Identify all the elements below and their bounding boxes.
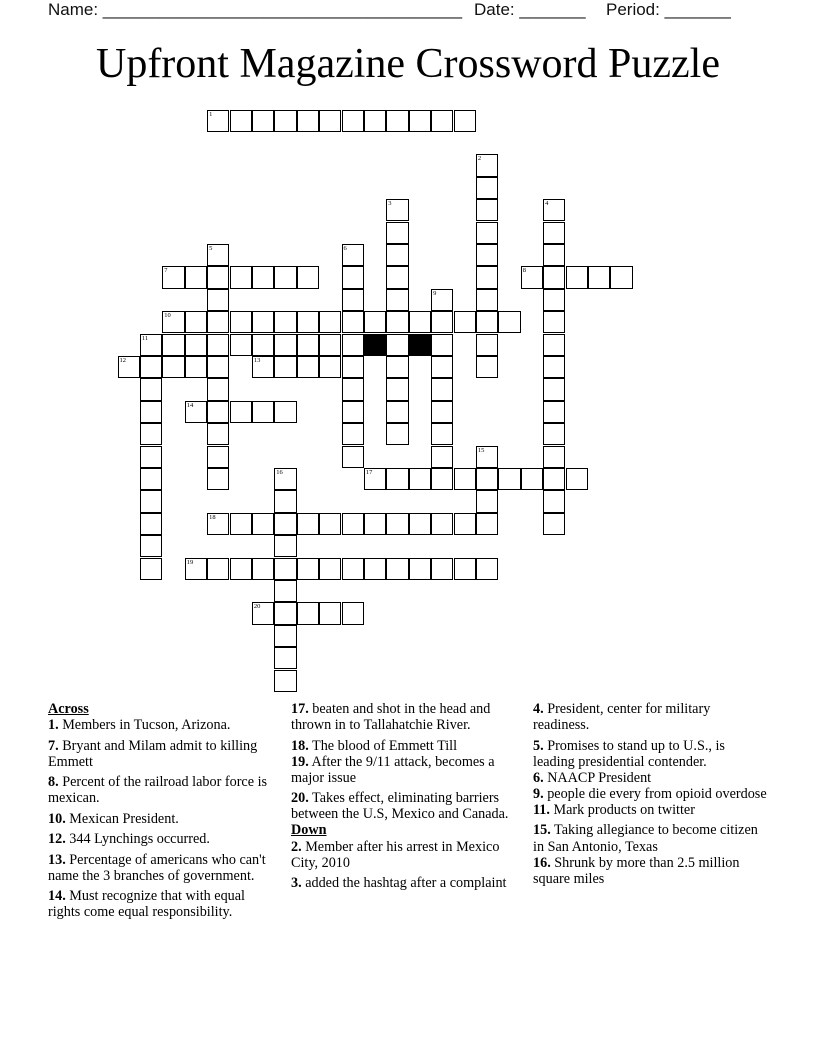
grid-cell[interactable] bbox=[140, 558, 162, 580]
grid-cell[interactable] bbox=[319, 513, 341, 535]
grid-cell[interactable] bbox=[386, 356, 408, 378]
grid-cell[interactable] bbox=[274, 311, 296, 333]
grid-cell[interactable] bbox=[409, 558, 431, 580]
grid-cell[interactable] bbox=[386, 334, 408, 356]
grid-cell[interactable] bbox=[409, 468, 431, 490]
grid-cell[interactable] bbox=[543, 446, 565, 468]
grid-cell[interactable] bbox=[162, 266, 184, 288]
grid-cell[interactable] bbox=[386, 244, 408, 266]
clue-across-14: 14. Must recognize that with equal rights come equal responsibility. bbox=[48, 888, 245, 921]
grid-cell[interactable] bbox=[342, 558, 364, 580]
grid-cell[interactable] bbox=[431, 110, 453, 132]
grid-cell[interactable] bbox=[476, 177, 498, 199]
grid-cell[interactable] bbox=[274, 535, 296, 557]
grid-cell[interactable] bbox=[207, 110, 229, 132]
grid-cell[interactable] bbox=[207, 558, 229, 580]
grid-cell[interactable] bbox=[140, 535, 162, 557]
grid-cell[interactable] bbox=[566, 266, 588, 288]
grid-cell[interactable] bbox=[386, 401, 408, 423]
clue-number: 19 bbox=[186, 558, 194, 566]
grid-cell[interactable] bbox=[386, 558, 408, 580]
grid-cell[interactable] bbox=[274, 468, 296, 490]
clue-across-13: 13. Percentage of americans who can't name the 3 branches of government. bbox=[48, 851, 266, 884]
clue-across-1: 1. Members in Tucson, Arizona. bbox=[48, 717, 231, 734]
grid-cell[interactable] bbox=[252, 266, 274, 288]
grid-cell[interactable] bbox=[140, 490, 162, 512]
clue-across-12: 12. 344 Lynchings occurred. bbox=[48, 831, 210, 848]
clue-number: 3 bbox=[388, 200, 392, 208]
grid-cell[interactable] bbox=[140, 513, 162, 535]
clue-number: 11 bbox=[141, 334, 149, 342]
grid-cell[interactable] bbox=[588, 266, 610, 288]
grid-cell[interactable] bbox=[476, 266, 498, 288]
grid-cell[interactable] bbox=[230, 401, 252, 423]
grid-cell[interactable] bbox=[543, 468, 565, 490]
grid-cell[interactable] bbox=[319, 558, 341, 580]
grid-cell[interactable] bbox=[185, 558, 207, 580]
grid-cell[interactable] bbox=[431, 558, 453, 580]
grid-cell[interactable] bbox=[342, 334, 364, 356]
grid-cell[interactable] bbox=[342, 244, 364, 266]
grid-cell[interactable] bbox=[162, 356, 184, 378]
grid-cell[interactable] bbox=[454, 558, 476, 580]
grid-cell[interactable] bbox=[274, 580, 296, 602]
clue-number: 5 bbox=[209, 244, 213, 252]
grid-cell[interactable] bbox=[431, 378, 453, 400]
down-heading: Down bbox=[291, 822, 327, 839]
clue-across-8: 8. Percent of the railroad labor force is mexican. bbox=[48, 774, 268, 807]
period-field[interactable]: Period: _______ bbox=[606, 0, 731, 19]
clue-number: 9 bbox=[433, 289, 437, 297]
grid-cell[interactable] bbox=[274, 401, 296, 423]
grid-cell[interactable] bbox=[230, 110, 252, 132]
grid-cell[interactable] bbox=[185, 311, 207, 333]
clue-number: 7 bbox=[164, 267, 168, 275]
grid-cell[interactable] bbox=[454, 311, 476, 333]
grid-cell[interactable] bbox=[431, 423, 453, 445]
grid-cell[interactable] bbox=[476, 199, 498, 221]
grid-cell[interactable] bbox=[521, 468, 543, 490]
grid-cell[interactable] bbox=[386, 110, 408, 132]
grid-cell[interactable] bbox=[342, 446, 364, 468]
across-heading: Across bbox=[48, 701, 89, 717]
grid-cell[interactable] bbox=[252, 311, 274, 333]
grid-cell[interactable] bbox=[476, 513, 498, 535]
clue-column-3 bbox=[533, 701, 769, 891]
grid-cell[interactable] bbox=[543, 199, 565, 221]
clue-number: 13 bbox=[253, 356, 261, 364]
grid-cell[interactable] bbox=[297, 513, 319, 535]
grid-cell[interactable] bbox=[431, 513, 453, 535]
grid-cell[interactable] bbox=[342, 378, 364, 400]
grid-cell[interactable] bbox=[230, 513, 252, 535]
grid-cell[interactable] bbox=[274, 602, 296, 624]
grid-cell[interactable] bbox=[118, 356, 140, 378]
grid-cell[interactable] bbox=[543, 334, 565, 356]
grid-cell[interactable] bbox=[431, 289, 453, 311]
grid-cell[interactable] bbox=[454, 468, 476, 490]
clue-down-4: 4. President, center for military readiness. bbox=[533, 701, 711, 734]
grid-cell[interactable] bbox=[252, 558, 274, 580]
clue-across-18: 18. The blood of Emmett Till bbox=[291, 737, 458, 754]
grid-cell[interactable] bbox=[297, 602, 319, 624]
clue-number: 15 bbox=[477, 446, 485, 454]
grid-cell[interactable] bbox=[543, 401, 565, 423]
clue-down-9: 9. people die every from opioid overdose bbox=[533, 785, 767, 802]
blocked-cell bbox=[364, 334, 386, 356]
grid-cell[interactable] bbox=[140, 378, 162, 400]
grid-cell[interactable] bbox=[543, 378, 565, 400]
grid-cell[interactable] bbox=[342, 602, 364, 624]
grid-cell[interactable] bbox=[319, 311, 341, 333]
grid-cell[interactable] bbox=[386, 378, 408, 400]
grid-cell[interactable] bbox=[364, 513, 386, 535]
grid-cell[interactable] bbox=[230, 558, 252, 580]
grid-cell[interactable] bbox=[476, 490, 498, 512]
grid-cell[interactable] bbox=[386, 199, 408, 221]
clue-number: 17 bbox=[365, 468, 373, 476]
clue-number: 20 bbox=[253, 603, 261, 611]
grid-cell[interactable] bbox=[185, 356, 207, 378]
grid-cell[interactable] bbox=[230, 266, 252, 288]
grid-cell[interactable] bbox=[431, 356, 453, 378]
grid-cell[interactable] bbox=[431, 334, 453, 356]
grid-cell[interactable] bbox=[207, 468, 229, 490]
grid-cell[interactable] bbox=[207, 513, 229, 535]
clue-across-17: 17. beaten and shot in the head and thrown in to Tallahatchie River. bbox=[291, 701, 491, 734]
grid-cell[interactable] bbox=[476, 311, 498, 333]
grid-cell[interactable] bbox=[543, 356, 565, 378]
grid-cell[interactable] bbox=[364, 110, 386, 132]
grid-cell[interactable] bbox=[185, 401, 207, 423]
blocked-cell bbox=[409, 334, 431, 356]
clue-number: 18 bbox=[209, 513, 216, 521]
clue-number: 8 bbox=[522, 267, 526, 275]
grid-cell[interactable] bbox=[297, 558, 319, 580]
grid-cell[interactable] bbox=[476, 558, 498, 580]
clue-number: 10 bbox=[164, 312, 171, 320]
grid-cell[interactable] bbox=[364, 311, 386, 333]
grid-cell[interactable] bbox=[319, 602, 341, 624]
grid-cell[interactable] bbox=[274, 625, 296, 647]
page-title: Upfront Magazine Crossword Puzzle bbox=[95, 41, 720, 87]
grid-cell[interactable] bbox=[162, 311, 184, 333]
grid-cell[interactable] bbox=[342, 311, 364, 333]
grid-cell[interactable] bbox=[342, 356, 364, 378]
clue-down-6: 6. NAACP President bbox=[533, 769, 652, 786]
grid-cell[interactable] bbox=[252, 334, 274, 356]
grid-cell[interactable] bbox=[386, 222, 408, 244]
grid-cell[interactable] bbox=[386, 468, 408, 490]
name-field[interactable]: Name: ______________________________________ bbox=[48, 0, 463, 19]
grid-cell[interactable] bbox=[476, 154, 498, 176]
grid-cell[interactable] bbox=[207, 401, 229, 423]
grid-cell[interactable] bbox=[297, 266, 319, 288]
grid-cell[interactable] bbox=[409, 110, 431, 132]
grid-cell[interactable] bbox=[297, 334, 319, 356]
grid-cell[interactable] bbox=[274, 490, 296, 512]
clue-across-20: 20. Takes effect, eliminating barriers between the U.S, Mexico and Canada. bbox=[291, 790, 509, 823]
clue-number: 14 bbox=[186, 401, 194, 409]
grid-cell[interactable] bbox=[162, 334, 184, 356]
grid-cell[interactable] bbox=[274, 647, 296, 669]
grid-cell[interactable] bbox=[364, 558, 386, 580]
grid-cell[interactable] bbox=[207, 289, 229, 311]
clue-number: 1 bbox=[209, 110, 213, 118]
clue-number: 12 bbox=[119, 356, 126, 364]
grid-cell[interactable] bbox=[207, 356, 229, 378]
grid-cell[interactable] bbox=[274, 670, 296, 692]
grid-cell[interactable] bbox=[140, 446, 162, 468]
grid-cell[interactable] bbox=[319, 110, 341, 132]
grid-cell[interactable] bbox=[386, 423, 408, 445]
grid-cell[interactable] bbox=[207, 334, 229, 356]
clue-down-15: 15. Taking allegiance to become citizen in San Antonio, Texas bbox=[533, 822, 758, 855]
grid-cell[interactable] bbox=[297, 110, 319, 132]
grid-cell[interactable] bbox=[274, 110, 296, 132]
clue-number: 2 bbox=[477, 155, 482, 163]
grid-cell[interactable] bbox=[543, 289, 565, 311]
clue-down-11: 11. Mark products on twitter bbox=[533, 801, 695, 818]
grid-cell[interactable] bbox=[476, 334, 498, 356]
grid-cell[interactable] bbox=[342, 266, 364, 288]
clue-down-2: 2. Member after his arrest in Mexico City, 2010 bbox=[291, 838, 500, 871]
grid-cell[interactable] bbox=[274, 558, 296, 580]
grid-cell[interactable] bbox=[140, 356, 162, 378]
grid-cell[interactable] bbox=[431, 401, 453, 423]
grid-cell[interactable] bbox=[207, 266, 229, 288]
grid-cell[interactable] bbox=[476, 222, 498, 244]
grid-cell[interactable] bbox=[319, 356, 341, 378]
grid-cell[interactable] bbox=[342, 401, 364, 423]
clue-column-2 bbox=[291, 701, 523, 896]
grid-cell[interactable] bbox=[342, 513, 364, 535]
grid-cell[interactable] bbox=[140, 401, 162, 423]
clue-down-3: 3. added the hashtag after a complaint bbox=[291, 875, 507, 892]
grid-cell[interactable] bbox=[364, 468, 386, 490]
grid-cell[interactable] bbox=[297, 356, 319, 378]
grid-cell[interactable] bbox=[476, 289, 498, 311]
grid-cell[interactable] bbox=[386, 311, 408, 333]
grid-cell[interactable] bbox=[274, 334, 296, 356]
grid-cell[interactable] bbox=[476, 244, 498, 266]
grid-cell[interactable] bbox=[431, 468, 453, 490]
grid-cell[interactable] bbox=[252, 513, 274, 535]
grid-cell[interactable] bbox=[185, 266, 207, 288]
grid-cell[interactable] bbox=[342, 110, 364, 132]
grid-cell[interactable] bbox=[476, 356, 498, 378]
grid-cell[interactable] bbox=[431, 446, 453, 468]
grid-cell[interactable] bbox=[207, 244, 229, 266]
grid-cell[interactable] bbox=[543, 222, 565, 244]
clue-number: 6 bbox=[343, 244, 347, 252]
grid-cell[interactable] bbox=[386, 266, 408, 288]
grid-cell[interactable] bbox=[498, 468, 520, 490]
grid-cell[interactable] bbox=[342, 289, 364, 311]
grid-cell[interactable] bbox=[454, 513, 476, 535]
grid-cell[interactable] bbox=[230, 334, 252, 356]
grid-cell[interactable] bbox=[476, 468, 498, 490]
grid-cell[interactable] bbox=[252, 602, 274, 624]
grid-cell[interactable] bbox=[230, 311, 252, 333]
grid-cell[interactable] bbox=[140, 423, 162, 445]
clue-across-19: 19. After the 9/11 attack, becomes a major issue bbox=[291, 753, 495, 786]
grid-cell[interactable] bbox=[454, 110, 476, 132]
clue-number: 16 bbox=[276, 468, 283, 476]
grid-cell[interactable] bbox=[274, 356, 296, 378]
clue-down-16: 16. Shrunk by more than 2.5 million square miles bbox=[533, 854, 740, 887]
grid-cell[interactable] bbox=[252, 110, 274, 132]
grid-cell[interactable] bbox=[521, 266, 543, 288]
grid-cell[interactable] bbox=[386, 289, 408, 311]
grid-cell[interactable] bbox=[297, 311, 319, 333]
grid-cell[interactable] bbox=[274, 266, 296, 288]
grid-cell[interactable] bbox=[566, 468, 588, 490]
clue-down-5: 5. Promises to stand up to U.S., is leading presidential contender. bbox=[533, 737, 725, 770]
grid-cell[interactable] bbox=[386, 513, 408, 535]
grid-cell[interactable] bbox=[543, 311, 565, 333]
grid-cell[interactable] bbox=[543, 266, 565, 288]
grid-cell[interactable] bbox=[476, 446, 498, 468]
grid-cell[interactable] bbox=[319, 334, 341, 356]
grid-cell[interactable] bbox=[409, 513, 431, 535]
clue-across-7: 7. Bryant and Milam admit to killing Emmett bbox=[48, 737, 258, 770]
grid-cell[interactable] bbox=[207, 311, 229, 333]
grid-cell[interactable] bbox=[543, 244, 565, 266]
clue-across-10: 10. Mexican President. bbox=[48, 810, 179, 827]
clue-number: 4 bbox=[545, 200, 549, 208]
grid-cell[interactable] bbox=[140, 468, 162, 490]
grid-cell[interactable] bbox=[252, 356, 274, 378]
grid-cell[interactable] bbox=[409, 311, 431, 333]
clue-column-1 bbox=[48, 701, 280, 925]
grid-cell[interactable] bbox=[207, 378, 229, 400]
grid-cell[interactable] bbox=[543, 423, 565, 445]
grid-cell[interactable] bbox=[140, 334, 162, 356]
grid-cell[interactable] bbox=[543, 490, 565, 512]
grid-cell[interactable] bbox=[543, 513, 565, 535]
date-field[interactable]: Date: _______ bbox=[474, 0, 586, 19]
grid-cell[interactable] bbox=[252, 401, 274, 423]
grid-cell[interactable] bbox=[610, 266, 632, 288]
grid-cell[interactable] bbox=[185, 334, 207, 356]
grid-cell[interactable] bbox=[498, 311, 520, 333]
grid-cell[interactable] bbox=[342, 423, 364, 445]
grid-cell[interactable] bbox=[274, 513, 296, 535]
grid-cell[interactable] bbox=[431, 311, 453, 333]
grid-cell[interactable] bbox=[207, 446, 229, 468]
grid-cell[interactable] bbox=[207, 423, 229, 445]
